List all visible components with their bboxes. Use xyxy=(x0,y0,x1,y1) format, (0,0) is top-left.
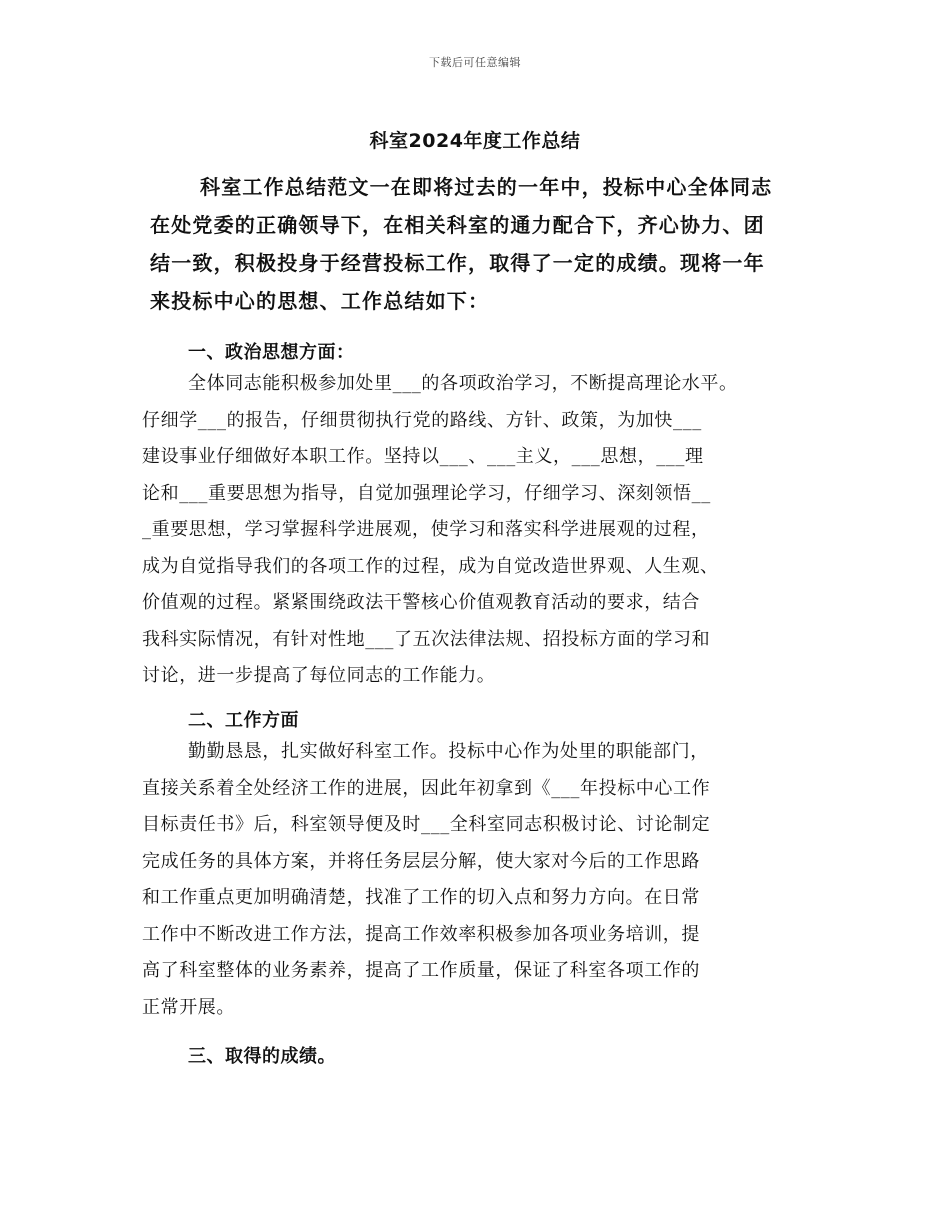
body-line: 建设事业仔细做好本职工作。坚持以___、___主义，___思想，___理 xyxy=(142,446,704,467)
intro-paragraph xyxy=(150,168,830,320)
section-body-political xyxy=(142,366,832,695)
body-line: 成为自觉指导我们的各项工作的过程，成为自觉改造世界观、人生观、 xyxy=(142,555,719,577)
body-line: 我科实际情况，有针对性地___了五次法律法规、招投标方面的学习和 xyxy=(142,628,711,650)
body-line: 高了科室整体的业务素养，提高了工作质量，保证了科室各项工作的 xyxy=(142,960,700,981)
body-line: 论和___重要思想为指导，自觉加强理论学习，仔细学习、深刻领悟__ xyxy=(142,482,711,504)
body-line: 直接关系着全处经济工作的进展，因此年初拿到《___年投标中心工作 xyxy=(142,777,711,799)
body-line: 勤勤恳恳，扎实做好科室工作。投标中心作为处里的职能部门， xyxy=(188,741,709,762)
section-heading-achievements: 三、取得的成绩。 xyxy=(188,1046,336,1067)
intro-line: 在处党委的正确领导下，在相关科室的通力配合下，齐心协力、团 xyxy=(150,213,765,237)
body-line: 目标责任书》后，科室领导便及时___全科室同志积极讨论、讨论制定 xyxy=(142,814,711,835)
intro-line: 结一致，积极投身于经营投标工作，取得了一定的成绩。现将一年 xyxy=(150,251,765,275)
body-line: 价值观的过程。紧紧围绕政法干警核心价值观教育活动的要求，结合 xyxy=(142,592,700,613)
body-line: 完成任务的具体方案，并将任务层层分解，使大家对今后的工作思路 xyxy=(142,850,700,872)
body-line: 正常开展。 xyxy=(142,996,235,1018)
header-note: 下载后可任意编辑 xyxy=(429,56,521,69)
document-title: 科室2024年度工作总结 xyxy=(369,130,581,152)
section-heading-political: 一、政治思想方面： xyxy=(188,342,355,363)
body-line: 全体同志能积极参加处里___的各项政治学习，不断提高理论水平。 xyxy=(188,373,738,394)
intro-line: 来投标中心的思想、工作总结如下： xyxy=(150,289,490,313)
section-heading-work: 二、工作方面 xyxy=(188,710,299,731)
body-line: 和工作重点更加明确清楚，找准了工作的切入点和努力方向。在日常 xyxy=(142,887,700,908)
section-body-work xyxy=(142,734,832,1026)
body-line: 讨论，进一步提高了每位同志的工作能力。 xyxy=(142,665,496,686)
intro-line: 科室工作总结范文一在即将过去的一年中，投标中心全体同志 xyxy=(200,175,773,199)
body-line: 仔细学___的报告，仔细贯彻执行党的路线、方针、政策，为加快___ xyxy=(142,409,702,431)
body-line: 工作中不断改进工作方法，提高工作效率积极参加各项业务培训，提 xyxy=(142,923,700,945)
body-line: _重要思想，学习掌握科学进展观，使学习和落实科学进展观的过程， xyxy=(142,519,710,540)
